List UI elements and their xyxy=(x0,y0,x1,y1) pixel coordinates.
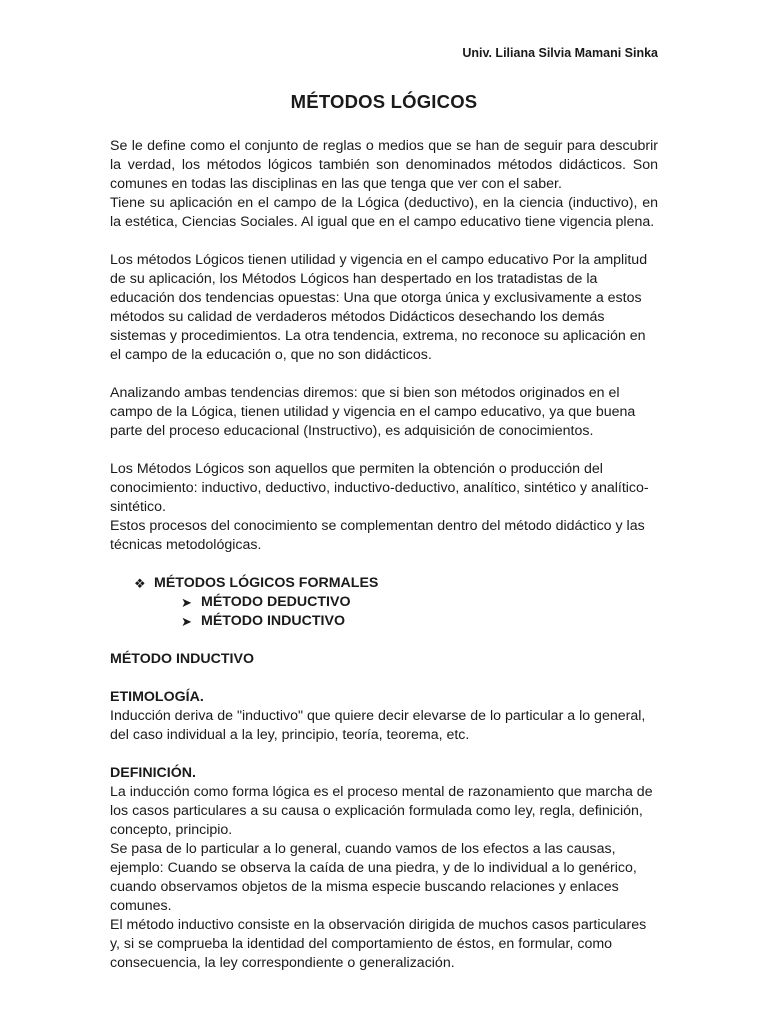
etimologia-section xyxy=(110,688,658,745)
methods-list xyxy=(110,574,658,631)
header-author: Univ. Liliana Silvia Mamani Sinka xyxy=(462,46,658,60)
list-heading xyxy=(110,574,658,593)
diamond-bullet-icon: ❖ xyxy=(134,576,146,591)
definicion-line: El método inductivo consiste en la observación dirigida de muchos casos particulares y, si se comprueba la identidad del comportamiento de éstos, en formular, como consecuencia, la ley correspondiente o generalización. xyxy=(110,917,647,971)
etimologia-text: Inducción deriva de "inductivo" que quiere decir elevarse de lo particular a lo general, del caso individual a la ley, principio, teoría, teorema, etc. xyxy=(110,708,646,743)
etimologia-heading: ETIMOLOGÍA. xyxy=(110,689,204,705)
definicion-heading: DEFINICIÓN. xyxy=(110,765,196,781)
arrow-bullet-icon: ➤ xyxy=(181,614,192,629)
paragraph-line: Los Métodos Lógicos son aquellos que permiten la obtención o producción del conocimiento: inductivo, deductivo, inductivo-deductivo, analítico, sintético y analítico-sintético. xyxy=(110,461,649,515)
definicion-section xyxy=(110,764,658,973)
list-item-label: MÉTODO INDUCTIVO xyxy=(201,613,345,629)
paragraph-metodos xyxy=(110,460,658,555)
paragraph-analisis: Analizando ambas tendencias diremos: que si bien son métodos originados en el campo de la Lógica, tienen utilidad y vigencia en el campo educativo, ya que buena parte del proceso educacional (Instructivo), es adquisición de conocimientos. xyxy=(110,385,636,439)
paragraph-tendencias: Los métodos Lógicos tienen utilidad y vigencia en el campo educativo Por la amplitud de su aplicación, los Métodos Lógicos han despertado en los tratadistas de la educación dos tendencias opuestas: Una que otorga única y exclusivamente a estos métodos su calidad de verdaderos métodos Didácticos desechando los demás sistemas y procedimientos. La otra tendencia, extrema, no reconoce su aplicación en el campo de la educación o, que no son didácticos. xyxy=(110,252,648,363)
list-item-label: MÉTODO DEDUCTIVO xyxy=(201,594,351,610)
intro-paragraph xyxy=(110,137,658,232)
document-body xyxy=(110,137,658,992)
intro-line: Tiene su aplicación en el campo de la Lógica (deductivo), en la ciencia (inductivo), en la estética, Ciencias Sociales. Al igual que en el campo educativo tiene vigencia plena. xyxy=(110,195,658,230)
section-title: MÉTODO INDUCTIVO xyxy=(110,651,254,667)
arrow-bullet-icon: ➤ xyxy=(181,595,192,610)
definicion-line: La inducción como forma lógica es el proceso mental de razonamiento que marcha de los casos particulares a su causa o explicación formulada como ley, regla, definición, concepto, principio. xyxy=(110,784,653,838)
paragraph-line: Estos procesos del conocimiento se complementan dentro del método didáctico y las técnicas metodológicas. xyxy=(110,518,645,553)
intro-line: Se le define como el conjunto de reglas o medios que se han de seguir para descubrir la verdad, los métodos lógicos también son denominados métodos didácticos. Son comunes en todas las disciplinas en las que tenga que ver con el saber. xyxy=(110,138,658,192)
list-heading-label: MÉTODOS LÓGICOS FORMALES xyxy=(154,575,379,591)
definicion-line: Se pasa de lo particular a lo general, cuando vamos de los efectos a las causas, ejemplo: Cuando se observa la caída de una piedra, y de lo individual a lo genérico, cuando observamos objetos de la misma especie buscando relaciones y enlaces comunes. xyxy=(110,841,637,914)
page-title: MÉTODOS LÓGICOS xyxy=(290,91,478,112)
list-item xyxy=(110,593,658,612)
list-item xyxy=(110,612,658,631)
